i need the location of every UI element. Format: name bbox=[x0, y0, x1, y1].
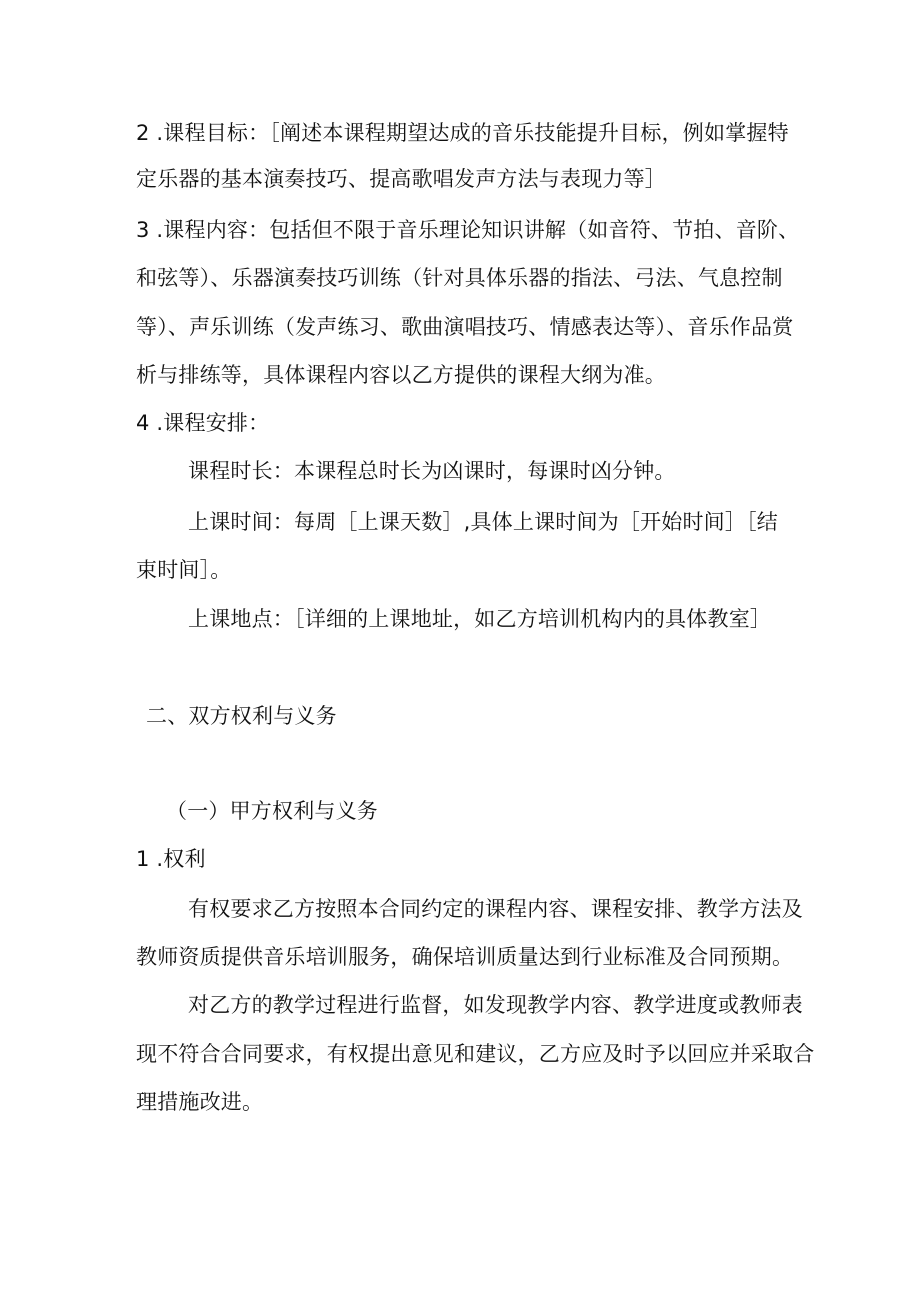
item-2-course-goal-continued: 定乐器的基本演奏技巧、提高歌唱发声方法与表现力等］ bbox=[136, 167, 666, 191]
right-1-continued: 教师资质提供音乐培训服务，确保培训质量达到行业标准及合同预期。 bbox=[136, 945, 794, 969]
right-1: 有权要求乙方按照本合同约定的课程内容、课程安排、教学方法及 bbox=[188, 897, 803, 921]
class-time: 上课时间：每周［上课天数］,具体上课时间为［开始时间］［结 bbox=[188, 510, 778, 534]
item-3-course-content-line-4: 析与排练等，具体课程内容以乙方提供的课程大纲为准。 bbox=[136, 363, 666, 387]
item-3-course-content-line-2: 和弦等）、乐器演奏技巧训练（针对具体乐器的指法、弓法、气息控制 bbox=[136, 266, 783, 290]
right-2: 对乙方的教学过程进行监督，如发现教学内容、教学进度或教师表 bbox=[188, 993, 803, 1017]
subsection-heading-party-a: （一）甲方权利与义务 bbox=[166, 799, 378, 823]
item-3-course-content: 3 .课程内容：包括但不限于音乐理论知识讲解（如音符、节拍、音阶、 bbox=[136, 218, 800, 242]
item-2-course-goal: 2 .课程目标：［阐述本课程期望达成的音乐技能提升目标，例如掌握特 bbox=[136, 121, 789, 145]
class-time-continued: 束时间］。 bbox=[136, 558, 232, 582]
right-2-line-2: 现不符合合同要求，有权提出意见和建议，乙方应及时予以回应并采取合 bbox=[136, 1042, 815, 1066]
course-duration: 课程时长：本课程总时长为凶课时，每课时凶分钟。 bbox=[188, 459, 676, 483]
section-heading-rights-obligations: 二、双方权利与义务 bbox=[146, 704, 337, 728]
class-location: 上课地点：［详细的上课地址，如乙方培训机构内的具体教室］ bbox=[188, 607, 772, 631]
item-3-course-content-line-3: 等）、声乐训练（发声练习、歌曲演唱技巧、情感表达等）、音乐作品赏 bbox=[136, 315, 794, 339]
item-4-course-schedule: 4 .课程安排： bbox=[136, 411, 270, 435]
rights-heading: 1 .权利 bbox=[136, 847, 206, 871]
right-2-line-3: 理措施改进。 bbox=[136, 1090, 264, 1114]
